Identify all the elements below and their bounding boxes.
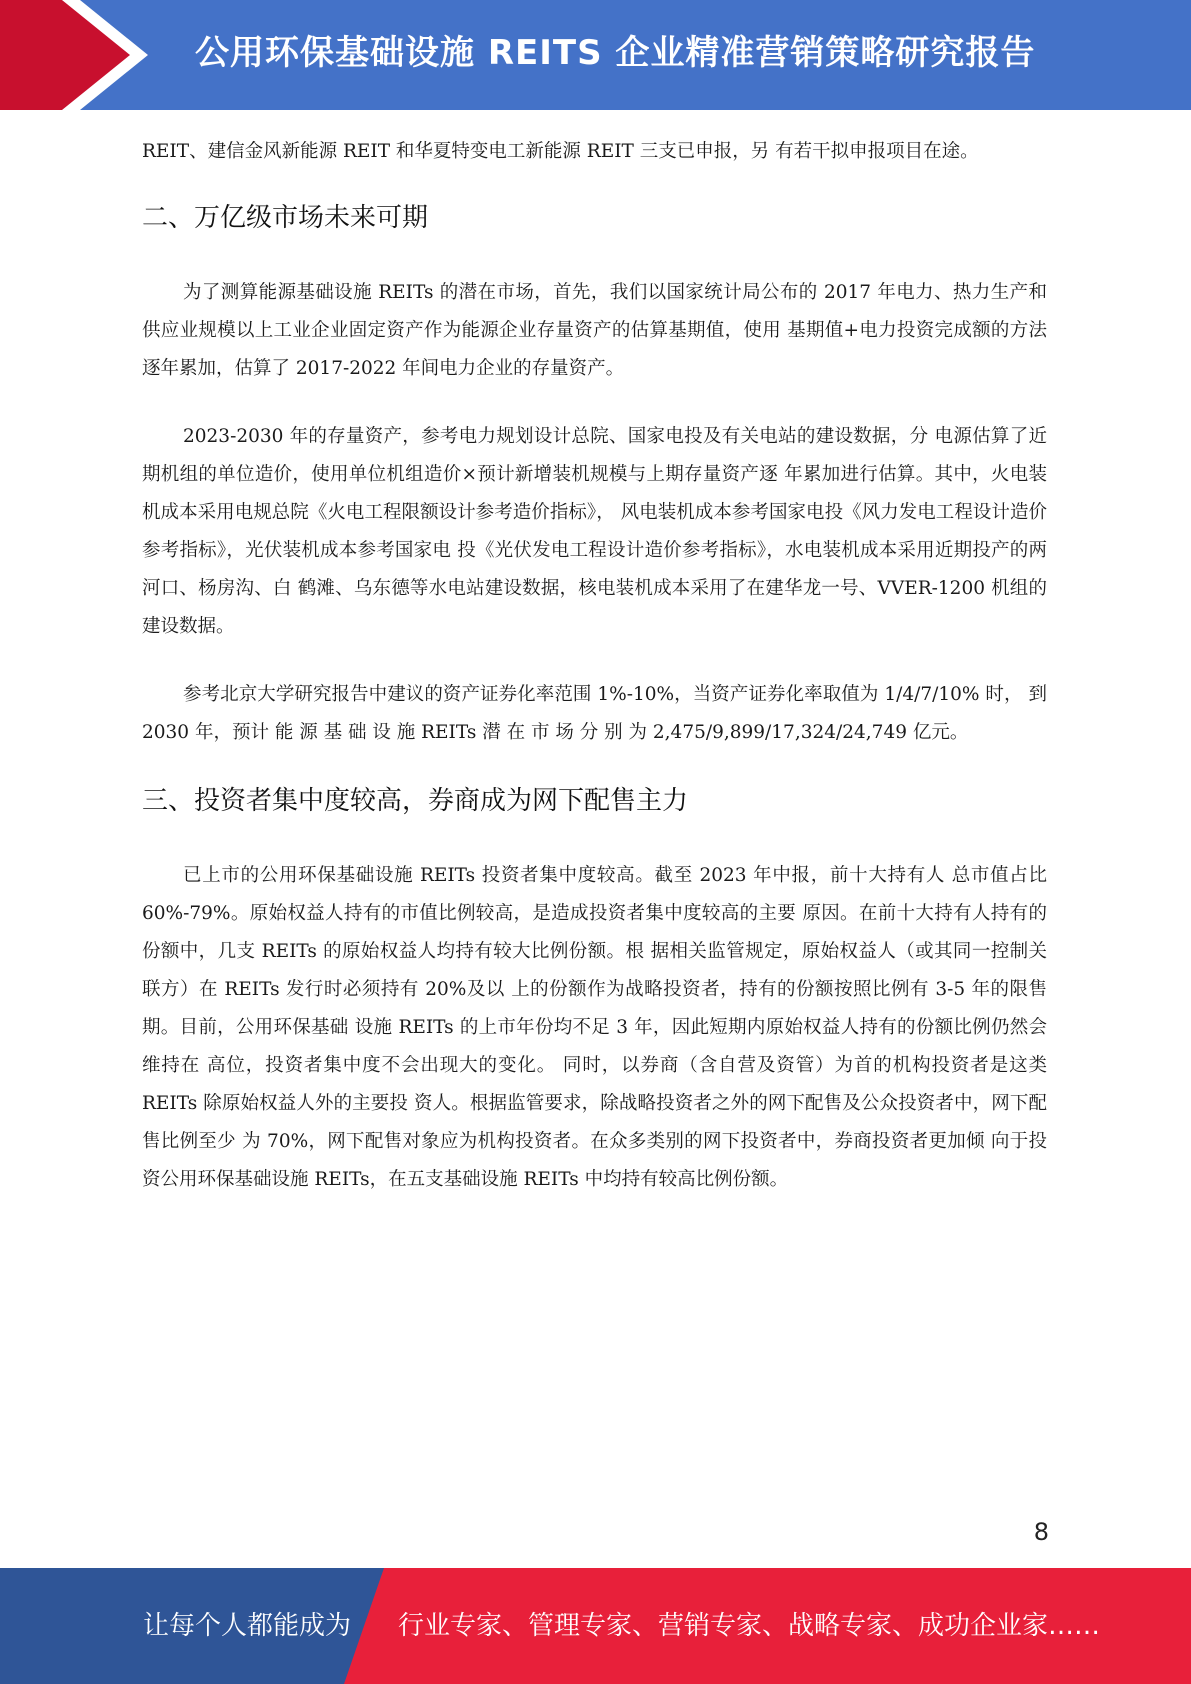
paragraph: 2023-2030 年的存量资产，参考电力规划设计总院、国家电投及有关电站的建设数据，分 电源估算了近期机组的单位造价，使用单位机组造价×预计新增装机规模与上期存量资产逐 年累加进行估算。其中，火电装机成本采用电规总院《火电工程限额设计参考造价指标》， 风电装机成本参考国家电投《风力发电工程设计造价参考指标》，光伏装机成本参考国家电 投《光伏发电工程设计造价参考指标》，水电装机成本采用近期投产的两河口、杨房沟、白 鹤滩、乌东德等水电站建设数据，核电装机成本采用了在建华龙一号、VVER-1200 机组的 建设数据。 bbox=[142, 426, 1047, 637]
header-banner bbox=[0, 0, 1191, 110]
paragraph: 为了测算能源基础设施 REITs 的潜在市场，首先，我们以国家统计局公布的 2017 年电力、热力生产和供应业规模以上工业企业固定资产作为能源企业存量资产的估算基期值，使用 基期值+电力投资完成额的方法逐年累加，估算了 2017-2022 年间电力企业的存量资产。 bbox=[142, 282, 1047, 379]
footer-banner bbox=[0, 1568, 1191, 1684]
page-number: 8 bbox=[1033, 1518, 1049, 1546]
footer-slogan-left: 让每个人都能成为 bbox=[143, 1611, 352, 1641]
paragraph: 已上市的公用环保基础设施 REITs 投资者集中度较高。截至 2023 年中报，前十大持有人 总市值占比 60%-79%。原始权益人持有的市值比例较高，是造成投资者集中度较高的主要 原因。在前十大持有人持有的份额中，几支 REITs 的原始权益人均持有较大比例份额。根 据相关监管规定，原始权益人（或其同一控制关联方）在 REITs 发行时必须持有 20%及以 上的份额作为战略投资者，持有的份额按照比例有 3-5 年的限售期。目前，公用环保基础 设施 REITs 的上市年份均不足 3 年，因此短期内原始权益人持有的份额比例仍然会维持在 高位，投资者集中度不会出现大的变化。 同时，以券商（含自营及资管）为首的机构投资者是这类 REITs 除原始权益人外的主要投 资人。根据监管要求，除战略投资者之外的网下配售及公众投资者中，网下配售比例至少 为 70%，网下配售对象应为机构投资者。在众多类别的网下投资者中，券商投资者更加倾 向于投资公用环保基础设施 REITs，在五支基础设施 REITs 中均持有较高比例份额。 bbox=[142, 865, 1047, 1190]
paragraph: 参考北京大学研究报告中建议的资产证券化率范围 1%-10%，当资产证券化率取值为 1/4/7/10% 时， 到 2030 年，预计 能 源 基 础 设 施 REITs 潜 在 市 场 分 别 为 2,475/9,899/17,324/24,749 亿元。 bbox=[142, 684, 1047, 743]
footer-slogan-right: 行业专家、管理专家、营销专家、战略专家、成功企业家…… bbox=[398, 1611, 1101, 1641]
section-heading-market: 二、万亿级市场未来可期 bbox=[142, 203, 429, 233]
document-title: 公用环保基础设施 REITS 企业精准营销策略研究报告 bbox=[195, 33, 1036, 73]
document-body bbox=[142, 133, 1047, 1199]
red-chevron-decoration bbox=[0, 0, 160, 110]
section-heading-investors: 三、投资者集中度较高，券商成为网下配售主力 bbox=[142, 786, 689, 816]
intro-paragraph: REIT、建信金风新能源 REIT 和华夏特变电工新能源 REIT 三支已申报，另 有若干拟申报项目在途。 bbox=[142, 141, 979, 162]
